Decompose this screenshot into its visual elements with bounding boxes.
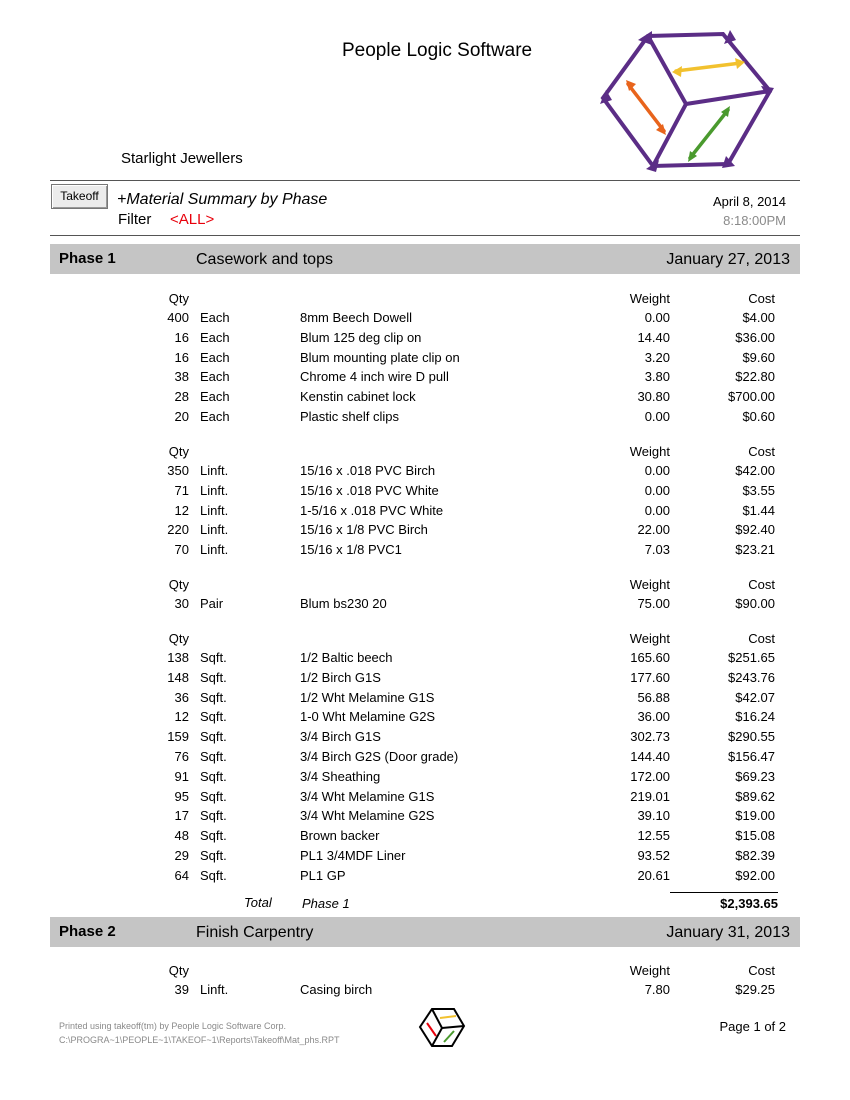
table-row [0,749,850,769]
phase-header-2 [50,917,800,947]
client-name: Starlight Jewellers [121,150,243,167]
item-unit: Linft. [200,522,229,538]
item-weight: 3.20 [644,349,670,365]
item-unit: Sqft. [200,669,227,685]
item-weight: 7.80 [644,982,670,997]
item-unit: Linft. [200,502,229,518]
item-qty: 20 [174,409,189,424]
table-row [0,650,850,670]
item-qty: 148 [167,669,189,685]
item-unit: Sqft. [200,788,227,804]
column-header-row [0,963,850,983]
item-description: Casing birch [300,982,373,997]
item-qty: 36 [174,689,189,705]
item-description: Blum mounting plate clip on [300,349,460,365]
table-row [0,330,850,350]
item-qty: 95 [174,788,189,804]
column-header-row [0,444,850,464]
phase-header-1 [50,244,800,274]
item-unit: Sqft. [200,689,227,705]
item-unit: Each [200,389,230,405]
phase-name: Phase 1 [59,250,116,267]
item-qty: 38 [174,369,189,385]
item-qty: 350 [167,463,189,478]
item-unit: Each [200,409,230,424]
item-qty: 29 [174,848,189,863]
table-row [0,808,850,828]
column-header-weight: Weight [629,631,670,646]
item-cost: $92.00 [735,867,775,883]
item-unit: Sqft. [200,709,227,725]
item-weight: 177.60 [630,669,670,685]
table-row [0,310,850,330]
column-header-qty: Qty [168,963,189,978]
table-row [0,670,850,690]
item-qty: 16 [174,349,189,365]
item-description: Plastic shelf clips [300,409,399,424]
item-description: 15/16 x 1/8 PVC1 [300,542,402,558]
table-row [0,848,850,868]
item-unit: Linft. [200,463,229,478]
item-description: 3/4 Birch G1S [300,729,381,745]
item-description: Chrome 4 inch wire D pull [300,369,449,385]
table-row [0,729,850,749]
item-unit: Sqft. [200,729,227,745]
item-description: 1/2 Baltic beech [300,650,393,665]
item-weight: 20.61 [637,867,670,883]
phase-description: Casework and tops [196,251,333,268]
item-weight: 30.80 [637,389,670,405]
item-cost: $90.00 [735,596,775,611]
item-qty: 91 [174,768,189,784]
phase-date: January 27, 2013 [666,251,790,268]
total-phase-name: Phase 1 [302,896,350,911]
table-row [0,789,850,809]
item-weight: 0.00 [644,482,670,498]
item-qty: 400 [167,310,189,325]
item-description: 15/16 x .018 PVC Birch [300,463,436,478]
table-row [0,769,850,789]
item-description: 1/2 Birch G1S [300,669,381,685]
table-row [0,522,850,542]
item-unit: Sqft. [200,867,227,883]
small-cube-logo-icon [418,1006,466,1048]
item-cost: $36.00 [735,329,775,345]
page-number: Page 1 of 2 [719,1019,786,1034]
phase-description: Finish Carpentry [196,924,314,941]
table-row [0,409,850,429]
item-cost: $4.00 [742,310,775,325]
column-header-row [0,577,850,597]
item-cost: $3.55 [742,482,775,498]
item-qty: 39 [174,982,189,997]
item-weight: 0.00 [644,463,670,478]
item-description: Kenstin cabinet lock [300,389,416,405]
table-row [0,503,850,523]
footer-report-path: C:\PROGRA~1\PEOPLE~1\TAKEOF~1\Reports\Takeoff\Mat_phs.RPT [59,1035,340,1045]
item-weight: 144.40 [630,749,670,764]
item-cost: $156.47 [728,749,775,764]
item-description: 1-0 Wht Melamine G2S [300,709,436,725]
column-header-qty: Qty [168,444,189,459]
item-weight: 3.80 [644,369,670,385]
table-row [0,828,850,848]
column-header-qty: Qty [168,291,189,306]
item-description: Blum 125 deg clip on [300,329,422,345]
item-cost: $15.08 [735,828,775,844]
item-weight: 7.03 [644,542,670,558]
item-cost: $290.55 [728,729,775,745]
table-row [0,690,850,710]
item-qty: 76 [174,749,189,764]
item-qty: 16 [174,329,189,345]
phase-date: January 31, 2013 [666,924,790,941]
column-header-qty: Qty [168,631,189,646]
item-cost: $42.07 [735,689,775,705]
item-weight: 12.55 [637,828,670,844]
item-description: Blum bs230 20 [300,596,387,611]
company-name: People Logic Software [342,40,533,61]
item-weight: 36.00 [637,709,670,725]
table-row [0,596,850,616]
item-weight: 22.00 [637,522,670,538]
item-unit: Each [200,369,230,385]
item-weight: 93.52 [637,848,670,863]
item-cost: $1.44 [742,502,775,518]
item-cost: $89.62 [735,788,775,804]
column-header-cost: Cost [748,577,775,592]
item-weight: 165.60 [630,650,670,665]
item-unit: Linft. [200,482,229,498]
takeoff-button[interactable]: Takeoff [51,184,108,209]
item-weight: 0.00 [644,409,670,424]
item-weight: 172.00 [630,768,670,784]
item-description: PL1 GP [300,867,346,883]
item-qty: 28 [174,389,189,405]
item-cost: $9.60 [742,349,775,365]
item-qty: 159 [167,729,189,745]
column-header-weight: Weight [629,291,670,306]
table-row [0,542,850,562]
table-row [0,868,850,888]
filter-label: Filter [118,211,152,228]
item-cost: $22.80 [735,369,775,385]
table-row [0,483,850,503]
item-unit: Linft. [200,542,229,558]
item-cost: $0.60 [742,409,775,424]
item-unit: Sqft. [200,808,227,824]
item-weight: 0.00 [644,502,670,518]
item-description: 3/4 Birch G2S (Door grade) [300,749,459,764]
item-qty: 64 [174,867,189,883]
item-cost: $82.39 [735,848,775,863]
total-label: Total [244,895,272,910]
item-weight: 39.10 [637,808,670,824]
column-header-qty: Qty [168,577,189,592]
item-qty: 12 [174,709,189,725]
item-weight: 302.73 [630,729,670,745]
item-cost: $23.21 [735,542,775,558]
item-description: 3/4 Sheathing [300,768,381,784]
report-time: 8:18:00PM [723,213,786,228]
item-cost: $243.76 [728,669,775,685]
item-unit: Each [200,349,230,365]
item-weight: 56.88 [637,689,670,705]
total-rule [670,892,778,893]
item-unit: Sqft. [200,848,227,863]
column-header-cost: Cost [748,963,775,978]
column-header-row [0,291,850,311]
item-cost: $92.40 [735,522,775,538]
item-cost: $16.24 [735,709,775,725]
item-unit: Sqft. [200,650,227,665]
footer-printed-by: Printed using takeoff(tm) by People Logic Software Corp. [59,1021,286,1031]
item-qty: 70 [174,542,189,558]
item-weight: 219.01 [630,788,670,804]
item-weight: 14.40 [637,329,670,345]
item-weight: 0.00 [644,310,670,325]
item-unit: Sqft. [200,749,227,764]
table-row [0,369,850,389]
item-weight: 75.00 [637,596,670,611]
item-description: 15/16 x 1/8 PVC Birch [300,522,428,538]
item-unit: Linft. [200,982,229,997]
header-divider-top [50,180,800,181]
item-description: 8mm Beech Dowell [300,310,412,325]
total-cost: $2,393.65 [720,896,778,911]
item-qty: 30 [174,596,189,611]
column-header-row [0,631,850,651]
table-row [0,982,850,1002]
column-header-cost: Cost [748,444,775,459]
item-cost: $42.00 [735,463,775,478]
item-unit: Sqft. [200,768,227,784]
item-description: 3/4 Wht Melamine G1S [300,788,435,804]
filter-value: <ALL> [170,211,215,228]
item-cost: $69.23 [735,768,775,784]
item-cost: $19.00 [735,808,775,824]
item-qty: 12 [174,502,189,518]
item-description: 1-5/16 x .018 PVC White [300,502,444,518]
item-qty: 71 [174,482,189,498]
cube-logo-icon [598,26,778,172]
item-cost: $251.65 [728,650,775,665]
item-qty: 220 [167,522,189,538]
report-title: +Material Summary by Phase [117,191,328,208]
item-description: 15/16 x .018 PVC White [300,482,439,498]
item-description: Brown backer [300,828,380,844]
column-header-weight: Weight [629,577,670,592]
item-cost: $700.00 [728,389,775,405]
item-unit: Each [200,310,230,325]
item-description: 1/2 Wht Melamine G1S [300,689,435,705]
column-header-weight: Weight [629,963,670,978]
item-description: PL1 3/4MDF Liner [300,848,406,863]
item-unit: Sqft. [200,828,227,844]
item-qty: 17 [174,808,189,824]
item-cost: $29.25 [735,982,775,997]
table-row [0,463,850,483]
column-header-cost: Cost [748,631,775,646]
item-unit: Each [200,329,230,345]
item-description: 3/4 Wht Melamine G2S [300,808,435,824]
item-unit: Pair [200,596,224,611]
header-divider-bottom [50,235,800,236]
report-date: April 8, 2014 [713,194,786,209]
item-qty: 138 [167,650,189,665]
table-row [0,709,850,729]
phase-name: Phase 2 [59,923,116,940]
table-row [0,350,850,370]
column-header-weight: Weight [629,444,670,459]
table-row [0,389,850,409]
column-header-cost: Cost [748,291,775,306]
item-qty: 48 [174,828,189,844]
